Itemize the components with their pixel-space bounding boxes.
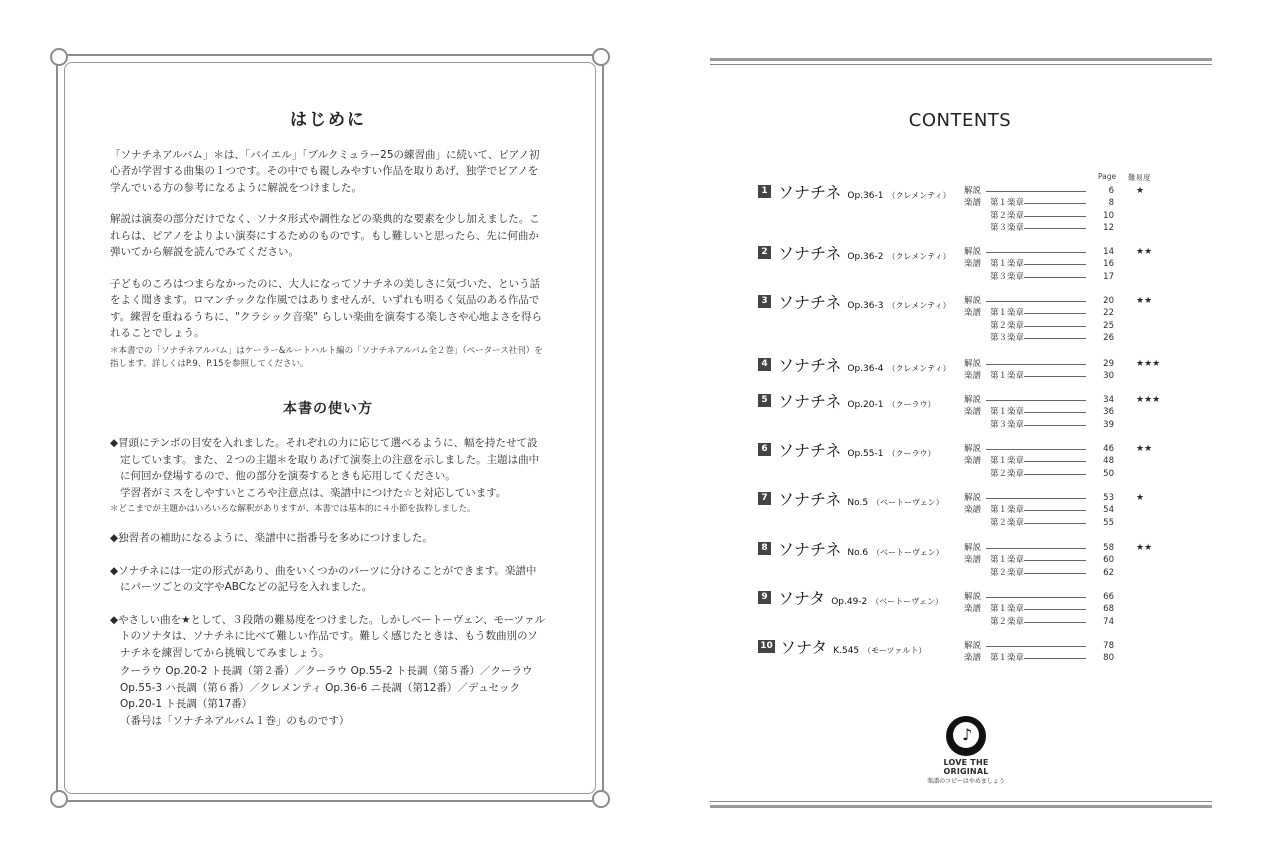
entry-type-label: 楽譜 bbox=[964, 308, 982, 319]
opus-number: Op.55-1 bbox=[847, 449, 884, 459]
intro-footnote: ＊本書での「ソナチネアルバム」はケーラー&ルートハルト編の「ソナチネアルバム全２巻」（ペータース社刊）を指します。詳しくはP.9、P.15を参照してください。 bbox=[110, 345, 543, 369]
toc-entry[interactable] bbox=[964, 443, 1174, 455]
item-number-badge: 2 bbox=[758, 246, 771, 259]
page-number: 62 bbox=[1103, 567, 1114, 578]
toc-entry[interactable] bbox=[964, 332, 1174, 344]
entry-type-label: 解説 bbox=[964, 641, 982, 651]
toc-entry[interactable] bbox=[964, 517, 1174, 529]
entry-list bbox=[964, 358, 1174, 383]
toc-entry[interactable] bbox=[964, 542, 1174, 554]
leader-line bbox=[986, 252, 1086, 253]
difficulty-stars: ★★ bbox=[1136, 444, 1153, 454]
intro-paragraph: 子どものころはつまらなかったのに、大人になってソナチネの美しさに気づいた、という話をよく聞きます。ロマンチックな作風ではありませんが、いずれも明るく気品のある作品です。練習を重ねるうちに、"クラシック音楽" らしい楽曲を演奏する楽しさや心地よさを得られることでしょう。 bbox=[110, 277, 542, 339]
movement-label: 第１楽章 bbox=[990, 407, 1025, 418]
opus-number: No.6 bbox=[847, 548, 869, 558]
toc-entry[interactable] bbox=[964, 492, 1174, 504]
page-number: 58 bbox=[1103, 543, 1114, 553]
difficulty-stars: ★★ bbox=[1136, 543, 1153, 553]
entry-list bbox=[964, 542, 1174, 579]
page-number: 50 bbox=[1103, 468, 1114, 479]
toc-entry[interactable] bbox=[964, 603, 1174, 615]
bottom-rule bbox=[710, 805, 1212, 808]
entry-type-label: 解説 bbox=[964, 444, 982, 454]
entry-list bbox=[964, 640, 1174, 665]
movement-label: 第３楽章 bbox=[990, 223, 1025, 234]
piece-title: ソナタ bbox=[778, 589, 826, 608]
page-number: 39 bbox=[1103, 419, 1114, 430]
entry-type-label: 解説 bbox=[964, 592, 982, 602]
page-number: 29 bbox=[1103, 359, 1114, 369]
difficulty-column-header: 難易度 bbox=[1128, 173, 1151, 182]
movement-label: 第１楽章 bbox=[990, 505, 1025, 516]
entry-type-label: 楽譜 bbox=[964, 456, 982, 467]
entry-list bbox=[964, 185, 1174, 235]
frame-corner-ornament bbox=[592, 790, 610, 808]
frame-corner-ornament bbox=[592, 48, 610, 66]
page-number: 36 bbox=[1103, 407, 1114, 418]
toc-entry[interactable] bbox=[964, 406, 1174, 418]
page-column-header: Page bbox=[1098, 172, 1117, 181]
entry-list bbox=[964, 492, 1174, 529]
movement-label: 第１楽章 bbox=[990, 604, 1025, 615]
page-number: 25 bbox=[1103, 320, 1114, 331]
item-number-badge: 10 bbox=[758, 640, 775, 653]
leader-line bbox=[1024, 228, 1086, 229]
opus-number: No.5 bbox=[847, 498, 869, 508]
entry-type-label: 解説 bbox=[964, 296, 982, 306]
entry-list bbox=[964, 394, 1174, 431]
page-number: 20 bbox=[1103, 296, 1114, 306]
movement-label: 第１楽章 bbox=[990, 456, 1025, 467]
entry-type-label: 楽譜 bbox=[964, 555, 982, 566]
leader-line bbox=[986, 400, 1086, 401]
toc-entry[interactable] bbox=[964, 455, 1174, 467]
page-number: 10 bbox=[1103, 210, 1114, 221]
difficulty-stars: ★★ bbox=[1136, 247, 1153, 257]
item-number-badge: 1 bbox=[758, 185, 771, 198]
page-number: 30 bbox=[1103, 371, 1114, 382]
entry-list bbox=[964, 591, 1174, 628]
example-list bbox=[110, 663, 546, 729]
piece-title: ソナチネ bbox=[778, 441, 842, 460]
leader-line bbox=[1024, 216, 1086, 217]
page-number: 78 bbox=[1103, 641, 1114, 651]
entry-type-label: 楽譜 bbox=[964, 198, 982, 209]
page-number: 8 bbox=[1108, 198, 1114, 209]
page-number: 46 bbox=[1103, 444, 1114, 454]
entry-type-label: 解説 bbox=[964, 186, 982, 196]
entry-list bbox=[964, 443, 1174, 480]
opus-number: Op.36-2 bbox=[847, 252, 884, 262]
leader-line bbox=[986, 498, 1086, 499]
page-number: 14 bbox=[1103, 247, 1114, 257]
movement-label: 第２楽章 bbox=[990, 210, 1025, 221]
piece-title-line bbox=[778, 537, 944, 560]
usage-bullet bbox=[110, 435, 546, 501]
page-number: 54 bbox=[1103, 505, 1114, 516]
toc-entry[interactable] bbox=[964, 358, 1174, 370]
entry-type-label: 解説 bbox=[964, 395, 982, 405]
composer-name: （ベートーヴェン） bbox=[872, 548, 944, 557]
item-number-badge: 5 bbox=[758, 394, 771, 407]
difficulty-stars: ★★★ bbox=[1136, 395, 1161, 405]
toc-entry[interactable] bbox=[964, 185, 1174, 197]
toc-entry[interactable] bbox=[964, 222, 1174, 234]
item-number-badge: 4 bbox=[758, 358, 771, 371]
leader-line bbox=[986, 597, 1086, 598]
leader-line bbox=[986, 449, 1086, 450]
toc-entry[interactable] bbox=[964, 246, 1174, 258]
leader-line bbox=[986, 191, 1086, 192]
movement-label: 第１楽章 bbox=[990, 259, 1025, 270]
movement-label: 第１楽章 bbox=[990, 308, 1025, 319]
entry-list bbox=[964, 295, 1174, 345]
bullet-text: ◆ソナチネには一定の形式があり、曲をいくつかのパーツに分けることができます。楽譜中にパーツごとの文字やABCなどの記号を入れました。 bbox=[110, 564, 537, 593]
opus-number: Op.36-3 bbox=[847, 301, 884, 311]
toc-entry[interactable] bbox=[964, 210, 1174, 222]
contents-title: CONTENTS bbox=[908, 110, 1012, 131]
leader-line bbox=[1024, 609, 1086, 610]
page-number: 55 bbox=[1103, 517, 1114, 528]
leader-line bbox=[1024, 376, 1086, 377]
piece-title-line bbox=[780, 635, 926, 658]
page-number: 12 bbox=[1103, 223, 1114, 234]
leader-line bbox=[1024, 326, 1086, 327]
leader-line bbox=[1024, 560, 1086, 561]
difficulty-stars: ★★★ bbox=[1136, 359, 1161, 369]
page-number: 22 bbox=[1103, 308, 1114, 319]
logo-subtext: 楽譜のコピーはやめましょう bbox=[927, 778, 1005, 785]
piece-title-line bbox=[778, 389, 935, 412]
piece-title: ソナチネ bbox=[778, 356, 842, 375]
movement-label: 第３楽章 bbox=[990, 333, 1025, 344]
leader-line bbox=[1024, 425, 1086, 426]
page-number: 68 bbox=[1103, 604, 1114, 615]
toc-entry[interactable] bbox=[964, 295, 1174, 307]
toc-entry[interactable] bbox=[964, 591, 1174, 603]
toc-entry[interactable] bbox=[964, 468, 1174, 480]
piece-title-line bbox=[778, 180, 951, 203]
intro-paragraph: 解説は演奏の部分だけでなく、ソナタ形式や調性などの楽典的な要素を少し加えました。これらは、ピアノをよりよい演奏にするためのものです。もし難しいと思ったら、先に何曲か弾いてから解説を読んでみてください。 bbox=[110, 213, 540, 258]
page-number: 80 bbox=[1103, 653, 1114, 664]
leader-line bbox=[1024, 264, 1086, 265]
movement-label: 第１楽章 bbox=[990, 653, 1025, 664]
movement-label: 第３楽章 bbox=[990, 271, 1025, 282]
page-number: 66 bbox=[1103, 592, 1114, 602]
item-number-badge: 8 bbox=[758, 542, 771, 555]
toc-entry[interactable] bbox=[964, 370, 1174, 382]
leader-line bbox=[986, 548, 1086, 549]
piece-title-line bbox=[778, 290, 951, 313]
bullet-text: ◆やさしい曲を★として、３段階の難易度をつけました。しかしベートーヴェン、モーツァルトのソナタは、ソナチネに比べて難しい作品です。難しく感じたときは、もう数曲別のソナチネを練習してから挑戦してみましょう。 bbox=[110, 613, 546, 659]
usage-bullet bbox=[110, 530, 546, 547]
composer-name: （クレメンティ） bbox=[887, 301, 951, 310]
toc-entry[interactable] bbox=[964, 567, 1174, 579]
leader-line bbox=[1024, 523, 1086, 524]
movement-label: 第１楽章 bbox=[990, 555, 1025, 566]
toc-entry[interactable] bbox=[964, 307, 1174, 319]
music-note-icon: ♪ bbox=[962, 725, 973, 744]
leader-line bbox=[1024, 474, 1086, 475]
difficulty-stars: ★ bbox=[1136, 186, 1145, 196]
entry-type-label: 楽譜 bbox=[964, 653, 982, 664]
movement-label: 第１楽章 bbox=[990, 198, 1025, 209]
leader-line bbox=[1024, 658, 1086, 659]
difficulty-stars: ★★ bbox=[1136, 296, 1153, 306]
movement-label: 第３楽章 bbox=[990, 419, 1025, 430]
frame-corner-ornament bbox=[50, 790, 68, 808]
page-number: 6 bbox=[1108, 186, 1114, 196]
composer-name: （クレメンティ） bbox=[887, 364, 951, 373]
example-pieces: クーラウ Op.20-2 ト長調（第２番）／クーラウ Op.55-2 ト長調（第５番）／クーラウOp.55-3 ハ長調（第６番）／クレメンティ Op.36-6 ニ長調（第12番）／デュセック Op.20-1 ト長調（第17番） bbox=[120, 665, 533, 710]
page-number: 48 bbox=[1103, 456, 1114, 467]
logo-text: LOVE THE ORIGINAL bbox=[943, 758, 989, 776]
entry-type-label: 解説 bbox=[964, 543, 982, 553]
piece-title: ソナタ bbox=[780, 638, 828, 657]
item-number-badge: 3 bbox=[758, 295, 771, 308]
section-title: 本書の使い方 bbox=[283, 400, 373, 417]
leader-line bbox=[1024, 412, 1086, 413]
intro-paragraph: 「ソナチネアルバム」＊は、「バイエル」「ブルクミュラー25の練習曲」に続いて、ピアノ初心者が学習する曲集の１つです。その中でも親しみやすい作品を取りあげ、独学でピアノを学んでいる方の参考になるように解説をつけました。 bbox=[110, 148, 540, 194]
page-number: 60 bbox=[1103, 555, 1114, 566]
piece-title: ソナチネ bbox=[778, 392, 842, 411]
entry-type-label: 楽譜 bbox=[964, 407, 982, 418]
example-note: （番号は「ソナチネアルバム１巻」のものです） bbox=[120, 714, 350, 727]
page-number: 53 bbox=[1103, 493, 1114, 503]
entry-type-label: 楽譜 bbox=[964, 259, 982, 270]
toc-entry[interactable] bbox=[964, 258, 1174, 270]
movement-label: 第２楽章 bbox=[990, 320, 1025, 331]
piece-title-line bbox=[778, 438, 935, 461]
leader-line bbox=[1024, 338, 1086, 339]
piece-title-line bbox=[778, 241, 951, 264]
page-title: はじめに bbox=[290, 110, 366, 130]
page-number: 34 bbox=[1103, 395, 1114, 405]
entry-type-label: 解説 bbox=[964, 359, 982, 369]
toc-entry[interactable] bbox=[964, 197, 1174, 209]
leader-line bbox=[1024, 313, 1086, 314]
leader-line bbox=[1024, 277, 1086, 278]
composer-name: （ベートーヴェン） bbox=[872, 498, 944, 507]
left-page-content bbox=[110, 112, 546, 745]
logo-mark bbox=[946, 716, 986, 756]
page-number: 74 bbox=[1103, 616, 1114, 627]
composer-name: （クレメンティ） bbox=[887, 191, 951, 200]
movement-label: 第１楽章 bbox=[990, 371, 1025, 382]
composer-name: （モーツァルト） bbox=[863, 646, 927, 655]
page-number: 26 bbox=[1103, 333, 1114, 344]
entry-type-label: 解説 bbox=[964, 247, 982, 257]
composer-name: （クレメンティ） bbox=[887, 252, 951, 261]
love-the-original-logo bbox=[926, 716, 1006, 785]
opus-number: K.545 bbox=[833, 646, 860, 656]
bottom-rule-thin bbox=[710, 801, 1212, 802]
piece-title: ソナチネ bbox=[778, 293, 842, 312]
opus-number: Op.20-1 bbox=[847, 400, 884, 410]
leader-line bbox=[986, 364, 1086, 365]
bullet-footnote: ＊どこまでが主題かはいろいろな解釈がありますが、本書では基本的に４小節を抜粋しました。 bbox=[110, 504, 476, 514]
movement-label: 第２楽章 bbox=[990, 616, 1025, 627]
item-number-badge: 6 bbox=[758, 443, 771, 456]
frame-corner-ornament bbox=[50, 48, 68, 66]
leader-line bbox=[986, 301, 1086, 302]
entry-type-label: 楽譜 bbox=[964, 371, 982, 382]
difficulty-stars: ★ bbox=[1136, 493, 1145, 503]
toc-entry[interactable] bbox=[964, 652, 1174, 664]
leader-line bbox=[1024, 203, 1086, 204]
bullet-text: ◆冒頭にテンポの目安を入れました。それぞれの力に応じて選べるように、幅を持たせて設定しています。また、２つの主題＊を取りあげて演奏上の注意を示しました。主題は曲中に何回か登場するので、他の部分を演奏するときも応用してください。 bbox=[110, 437, 540, 482]
item-number-badge: 7 bbox=[758, 492, 771, 505]
movement-label: 第２楽章 bbox=[990, 567, 1025, 578]
piece-title-line bbox=[778, 353, 951, 376]
piece-title: ソナチネ bbox=[778, 490, 842, 509]
leader-line bbox=[1024, 510, 1086, 511]
bullet-text: ◆独習者の補助になるように、楽譜中に指番号を多めにつけました。 bbox=[110, 532, 433, 544]
usage-bullet bbox=[110, 563, 546, 596]
composer-name: （クーラウ） bbox=[887, 449, 936, 458]
usage-bullet bbox=[110, 612, 546, 730]
item-number-badge: 9 bbox=[758, 591, 771, 604]
toc-entry[interactable] bbox=[964, 554, 1174, 566]
leader-line bbox=[1024, 461, 1086, 462]
entry-list bbox=[964, 246, 1174, 283]
page-number: 16 bbox=[1103, 259, 1114, 270]
toc-entry[interactable] bbox=[964, 394, 1174, 406]
entry-type-label: 楽譜 bbox=[964, 505, 982, 516]
page-number: 17 bbox=[1103, 271, 1114, 282]
opus-number: Op.49-2 bbox=[831, 597, 868, 607]
toc-entry[interactable] bbox=[964, 640, 1174, 652]
piece-title: ソナチネ bbox=[778, 540, 842, 559]
movement-label: 第２楽章 bbox=[990, 517, 1025, 528]
piece-title: ソナチネ bbox=[778, 244, 842, 263]
piece-title: ソナチネ bbox=[778, 183, 842, 202]
entry-type-label: 楽譜 bbox=[964, 604, 982, 615]
opus-number: Op.36-1 bbox=[847, 191, 884, 201]
movement-label: 第２楽章 bbox=[990, 468, 1025, 479]
leader-line bbox=[1024, 573, 1086, 574]
piece-title-line bbox=[778, 487, 944, 510]
toc-entry[interactable] bbox=[964, 320, 1174, 332]
opus-number: Op.36-4 bbox=[847, 364, 884, 374]
toc-entry[interactable] bbox=[964, 616, 1174, 628]
leader-line bbox=[986, 646, 1086, 647]
composer-name: （ベートーヴェン） bbox=[871, 597, 943, 606]
entry-type-label: 解説 bbox=[964, 493, 982, 503]
piece-title-line bbox=[778, 586, 943, 609]
top-rule-thin bbox=[710, 64, 1212, 65]
top-rule bbox=[710, 58, 1212, 61]
leader-line bbox=[1024, 622, 1086, 623]
toc-entry[interactable] bbox=[964, 504, 1174, 516]
toc-entry[interactable] bbox=[964, 419, 1174, 431]
composer-name: （クーラウ） bbox=[887, 400, 936, 409]
toc-entry[interactable] bbox=[964, 271, 1174, 283]
bullet-subtext: 学習者がミスをしやすいところや注意点は、楽譜中につけた☆と対応しています。 bbox=[120, 486, 507, 499]
